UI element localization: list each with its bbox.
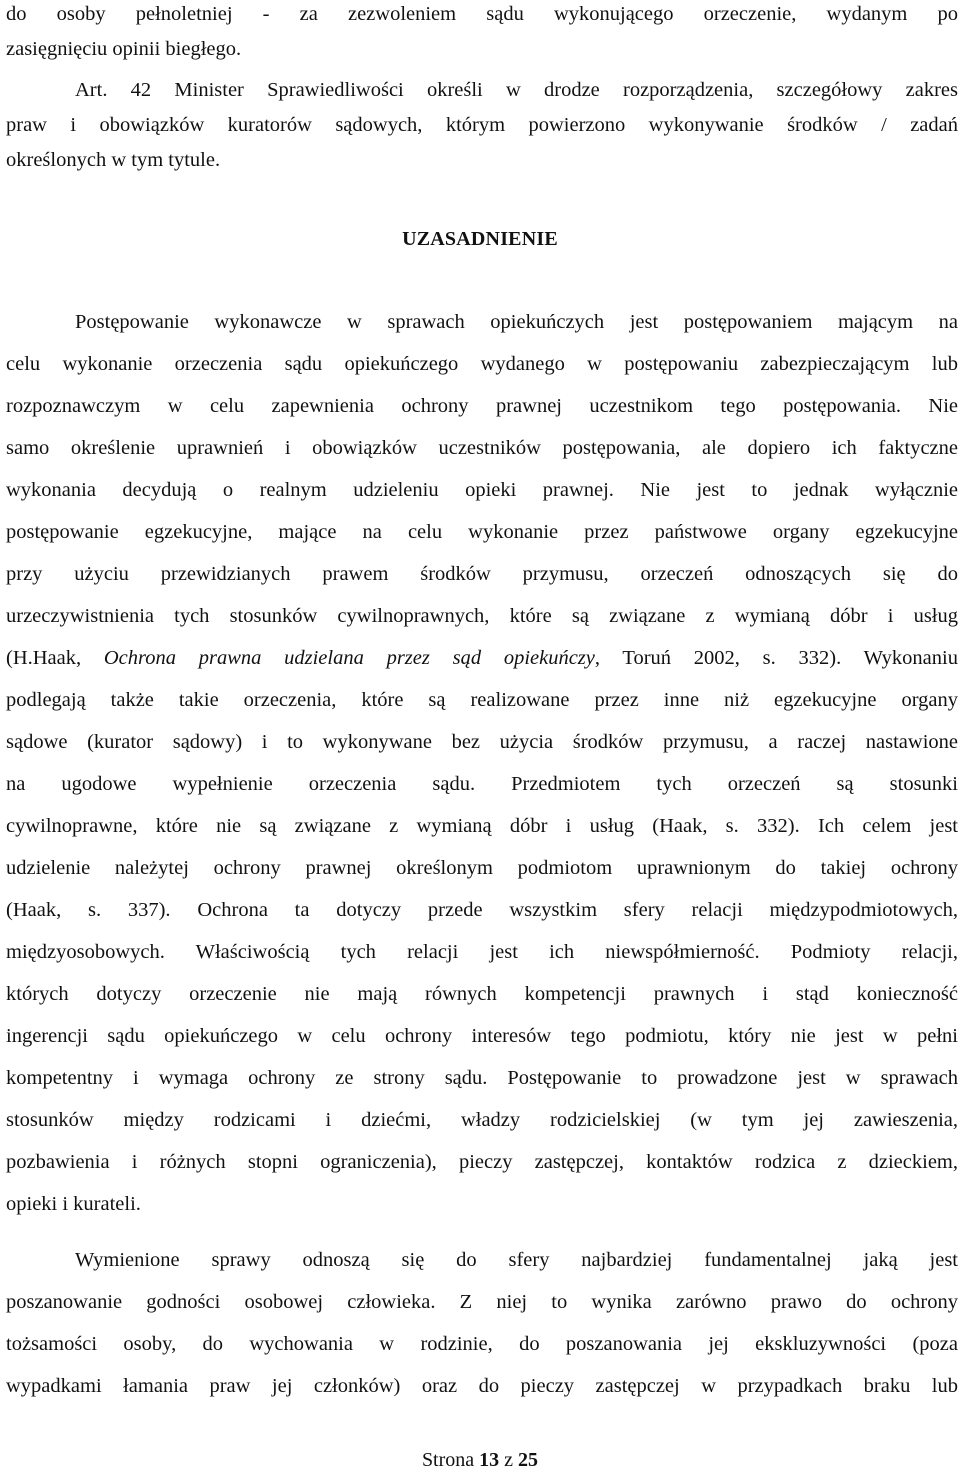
- page-separator: z: [504, 1449, 514, 1471]
- paragraph-line: ingerencji sądu opiekuńczego w celu ochrony interesów tego podmiotu, który nie jest w pełni: [6, 1025, 958, 1047]
- page-footer: [0, 1449, 960, 1472]
- intro-line: do osoby pełnoletniej - za zezwoleniem sądu wykonującego orzeczenie, wydanym po: [6, 3, 958, 25]
- paragraph-line: wypadkami łamania praw jej członków) oraz do pieczy zastępczej w przypadkach braku lub: [6, 1375, 958, 1397]
- paragraph-line: kompetentny i wymaga ochrony ze strony sądu. Postępowanie to prowadzone jest w sprawach: [6, 1067, 958, 1089]
- paragraph-line: międzyosobowych. Właściwością tych relacji jest ich niewspółmierność. Podmioty relacji,: [6, 941, 958, 963]
- paragraph-line: Postępowanie wykonawcze w sprawach opiekuńczych jest postępowaniem mającym na: [75, 311, 958, 333]
- intro-line: określonych w tym tytule.: [6, 149, 221, 171]
- page-total: 25: [518, 1449, 539, 1471]
- paragraph-line: tożsamości osoby, do wychowania w rodzinie, do poszanowania jej ekskluzywności (poza: [6, 1333, 958, 1355]
- intro-line: praw i obowiązków kuratorów sądowych, którym powierzono wykonywanie środków / zadań: [6, 114, 958, 136]
- citation-line: [6, 646, 958, 670]
- paragraph-line: cywilnoprawne, które nie są związane z wymianą dóbr i usług (Haak, s. 332). Ich celem jest: [6, 815, 958, 837]
- citation-suffix: , Toruń 2002, s. 332). Wykonaniu: [594, 647, 958, 669]
- paragraph-line: rozpoznawczym w celu zapewnienia ochrony prawnej uczestnikom tego postępowania. Nie: [6, 395, 958, 417]
- citation-prefix: (H.Haak,: [6, 647, 104, 669]
- paragraph-line: udzielenie należytej ochrony prawnej określonym podmiotom uprawnionym do takiej ochrony: [6, 857, 958, 879]
- paragraph-line: na ugodowe wypełnienie orzeczenia sądu. Przedmiotem tych orzeczeń są stosunki: [6, 773, 958, 795]
- cited-book-title: Ochrona prawna udzielana przez sąd opiekuńczy: [103, 647, 595, 669]
- paragraph-line: wykonania decydują o realnym udzieleniu opieki prawnej. Nie jest to jednak wyłącznie: [6, 479, 958, 501]
- paragraph-line: opieki i kurateli.: [6, 1193, 141, 1215]
- paragraph-line: pozbawienia i różnych stopni ograniczenia), pieczy zastępczej, kontaktów rodzica z dzieckiem,: [6, 1151, 958, 1173]
- intro-line: zasięgnięciu opinii biegłego.: [6, 38, 242, 60]
- paragraph-line: stosunków między rodzicami i dziećmi, władzy rodzicielskiej (w tym jej zawieszenia,: [6, 1109, 958, 1131]
- paragraph-line: przy użyciu przewidzianych prawem środków przymusu, orzeczeń odnoszących się do: [6, 563, 958, 585]
- paragraph-line: Wymienione sprawy odnoszą się do sfery najbardziej fundamentalnej jaką jest: [75, 1249, 958, 1271]
- paragraph-line: samo określenie uprawnień i obowiązków uczestników postępowania, ale dopiero ich faktyczne: [6, 437, 958, 459]
- page-number: 13: [479, 1449, 500, 1471]
- paragraph-line: celu wykonanie orzeczenia sądu opiekuńczego wydanego w postępowaniu zabezpieczającym lub: [6, 353, 958, 375]
- intro-line: Art. 42 Minister Sprawiedliwości określi w drodze rozporządzenia, szczegółowy zakres: [75, 79, 958, 101]
- paragraph-line: (Haak, s. 337). Ochrona ta dotyczy przede wszystkim sfery relacji międzypodmiotowych,: [6, 899, 958, 921]
- paragraph-line: urzeczywistnienia tych stosunków cywilnoprawnych, które są związane z wymianą dóbr i usług: [6, 605, 958, 627]
- paragraph-line: sądowe (kurator sądowy) i to wykonywane bez użycia środków przymusu, a raczej nastawione: [6, 731, 958, 753]
- paragraph-line: postępowanie egzekucyjne, mające na celu wykonanie przez państwowe organy egzekucyjne: [6, 521, 958, 543]
- page-label: Strona: [421, 1449, 475, 1471]
- section-heading: UZASADNIENIE: [402, 228, 558, 250]
- paragraph-line: podlegają także takie orzeczenia, które są realizowane przez inne niż egzekucyjne organy: [6, 689, 958, 711]
- paragraph-line: których dotyczy orzeczenie nie mają równych kompetencji prawnych i stąd konieczność: [6, 983, 958, 1005]
- paragraph-line: poszanowanie godności osobowej człowieka. Z niej to wynika zarówno prawo do ochrony: [6, 1291, 958, 1313]
